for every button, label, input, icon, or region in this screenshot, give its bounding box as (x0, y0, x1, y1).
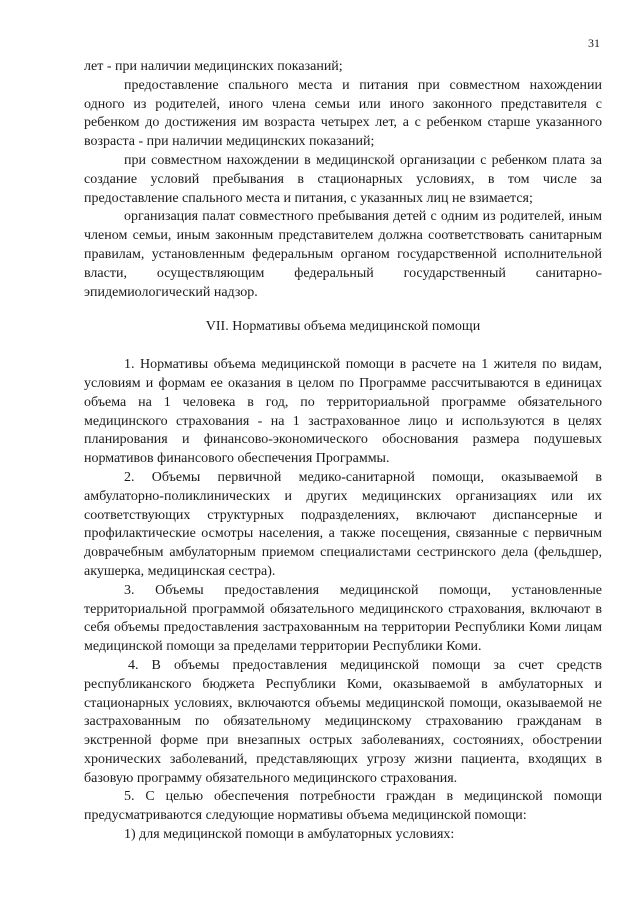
paragraph: 3. Объемы предоставления медицинской помощи, установленные территориальной программой обязательного медицинского страхования, включают в себя объемы предоставления застрахованным на территории Республики Коми лицам медицинской помощи за пределами территории Республики Коми. (84, 582, 602, 655)
paragraph: 5. С целью обеспечения потребности граждан в медицинской помощи предусматриваются следующие нормативы объема медицинской помощи: (84, 789, 602, 824)
paragraph: 1. Нормативы объема медицинской помощи в расчете на 1 жителя по видам, условиям и формам ее оказания в целом по Программе рассчитываются в единицах объема на 1 человека в год, по территориальной программе обязательного медицинского страхования - на 1 застрахованное лицо и используются в целях планирования и финансово-экономического обоснования размера подушевых нормативов финансового обеспечения Программы. (84, 357, 602, 467)
page-number: 31 (588, 36, 600, 50)
paragraph: предоставление спального места и питания при совместном нахождении одного из родителей, иного члена семьи или иного законного представителя с ребенком до достижения им возраста четырех лет, а с ребенком старше указанного возраста - при наличии медицинских показаний; (84, 77, 602, 150)
section-title: VII. Нормативы объема медицинской помощи (205, 319, 481, 335)
paragraph: 2. Объемы первичной медико-санитарной помощи, оказываемой в амбулаторно-поликлинических и других медицинских организациях или их соответствующих структурных подразделениях, включают диспансерные и профилактические осмотры населения, а также посещения, связанные с первичным доврачебным амбулаторным приемом специалистами сестринского дела (фельдшер, акушерка, медицинская сестра). (84, 469, 602, 579)
paragraph: при совместном нахождении в медицинской организации с ребенком плата за создание условий пребывания в стационарных условиях, в том числе за предоставление спального места и питания, с указанных лиц не взимается; (84, 152, 602, 206)
paragraph: лет - при наличии медицинских показаний; (84, 59, 343, 74)
paragraph: 1) для медицинской помощи в амбулаторных условиях: (124, 827, 455, 843)
paragraph: организация палат совместного пребывания детей с одним из родителей, иным членом семьи, иным законным представителем должна соответствовать санитарным правилам, установленным федеральным органом государственной исполнительной власти, осуществляющим федеральный государственный санитарно-эпидемиологический надзор. (84, 209, 602, 300)
paragraph: 4. В объемы предоставления медицинской помощи за счет средств республиканского бюджета Республики Коми, оказываемой в амбулаторных и стационарных условиях, включаются объемы медицинской помощи, оказываемой не застрахованным по обязательному медицинскому страхованию гражданам в экстренной форме при внезапных острых заболеваниях, состояниях, обострении хронических заболеваний, представляющих угрозу жизни пациента, входящих в базовую программу обязательного медицинского страхования. (84, 657, 602, 786)
document-body (84, 58, 602, 845)
